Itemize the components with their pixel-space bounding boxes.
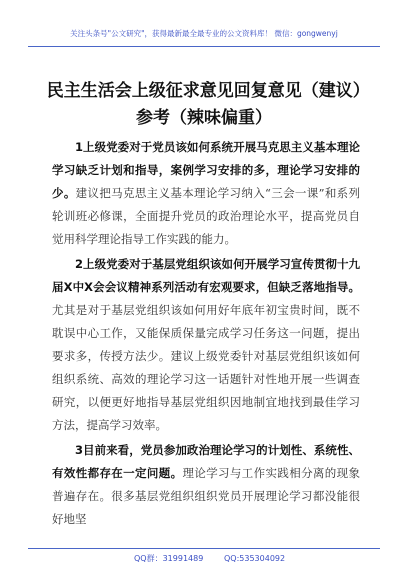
paragraph-1-text: 建议把马克思主义基本理论学习纳入“三会一课”和系列轮训班必修课，全面提升党员的政治理论水平，提高党员自觉用科学理论指导工作实践的能力。	[52, 186, 360, 246]
document-body	[52, 136, 360, 533]
header-banner-text: 关注头条号"公文研究"，获得最新最全最专业的公文资料库！ 微信：gongwenyj	[70, 29, 338, 38]
document-title: 民主生活会上级征求意见回复意见（建议）参考（辣味偏重）	[46, 81, 362, 128]
footer-banner	[28, 548, 380, 567]
paragraph-2	[52, 253, 360, 437]
footer-qq-number: QQ:535304092	[224, 554, 286, 563]
paragraph-1	[52, 136, 360, 251]
header-banner	[28, 26, 380, 47]
footer-qq-group: QQ群：31991489	[134, 554, 204, 563]
paragraph-3	[52, 439, 360, 531]
paragraph-1-lead: 1上级党委对于党员该如何系统开展马克思主义基本理论学习缺乏计划和指导，案例学习安排的多，理论学习安排的少。	[52, 140, 360, 200]
paragraph-3-lead: 3目前来看，党员参加政治理论学习的计划性、系统性、有效性都存在一定问题。	[52, 443, 360, 480]
paragraph-2-text: 尤其是对于基层党组织该如何用好年底年初宝贵时间，既不耽误中心工作，又能保质保量完成学习任务这一问题，提出要求多，传授方法少。建议上级党委针对基层党组织该如何组织系统、高效的理论学习这一话题针对性地开展一些调查研究，以便更好地指导基层党组织因地制宜地找到最佳学习方法，提高学习效率。	[52, 303, 360, 432]
paragraph-3-text: 理论学习与工作实践相分离的现象普遍存在。很多基层党组织组织党员开展理论学习都没能很好地坚	[52, 466, 361, 526]
paragraph-2-lead: 2上级党委对于基层党组织该如何开展学习宣传贯彻十九届X中X会会议精神系列活动有宏观要求，但缺乏落地指导。	[52, 257, 360, 294]
